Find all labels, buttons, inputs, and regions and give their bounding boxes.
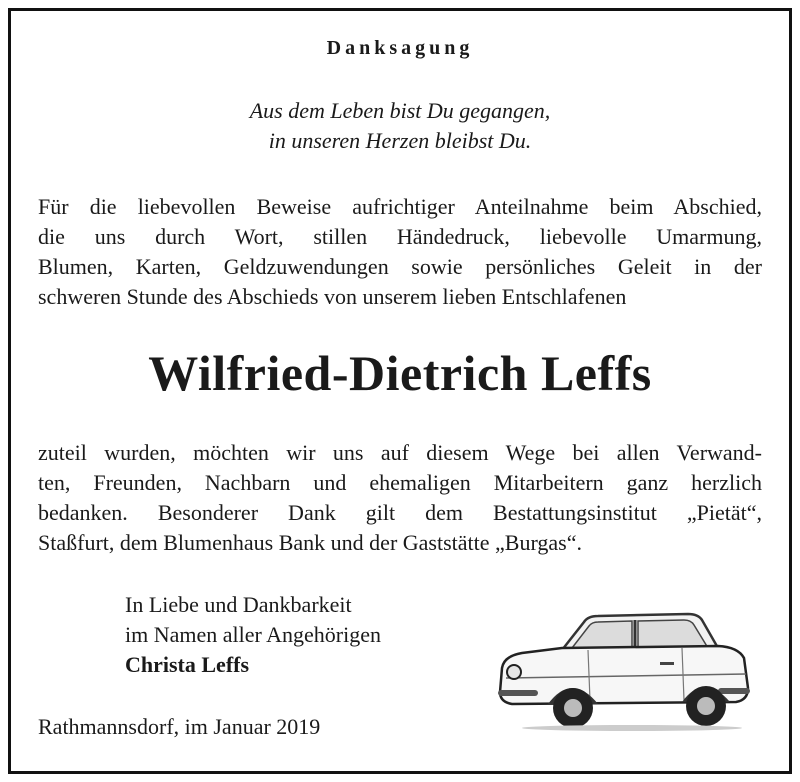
paragraph-line: ten, Freunden, Nachbarn und ehemaligen Mitarbeitern ganz herzlich (38, 470, 762, 495)
paragraph-line: die uns durch Wort, stillen Händedruck, liebevolle Umarmung, (38, 224, 762, 249)
paragraph-line: bedanken. Besonderer Dank gilt dem Bestattungsinstitut „Pietät“, (38, 500, 762, 525)
paragraph-line: Staßfurt, dem Blumenhaus Bank und der Gaststätte „Burgas“. (38, 530, 582, 555)
paragraph-line: schweren Stunde des Abschieds von unserem lieben Entschlafenen (38, 284, 627, 309)
motto-line: in unseren Herzen bleibst Du. (268, 128, 532, 153)
signature-line: im Namen aller Angehörigen (125, 622, 381, 647)
place-date: Rathmannsdorf, im Januar 2019 (38, 714, 321, 739)
trabant-car-icon (492, 606, 754, 732)
paragraph-line: zuteil wurden, möchten wir uns auf diesem Wege bei allen Verwand- (38, 440, 762, 465)
deceased-name: Wilfried-Dietrich Leffs (148, 345, 652, 401)
signature-block (125, 590, 381, 680)
thanks-paragraph-1 (38, 192, 762, 312)
notice-heading: Danksagung (326, 37, 474, 59)
thanks-paragraph-2 (38, 438, 762, 558)
paragraph-line: Für die liebevollen Beweise aufrichtiger Anteilnahme beim Abschied, (38, 194, 762, 219)
signer-name: Christa Leffs (125, 652, 250, 677)
signature-line: In Liebe und Dankbarkeit (125, 592, 352, 617)
paragraph-line: Blumen, Karten, Geldzuwendungen sowie persönliches Geleit in der (38, 254, 762, 279)
motto-line: Aus dem Leben bist Du gegangen, (249, 98, 551, 123)
motto (0, 96, 800, 156)
